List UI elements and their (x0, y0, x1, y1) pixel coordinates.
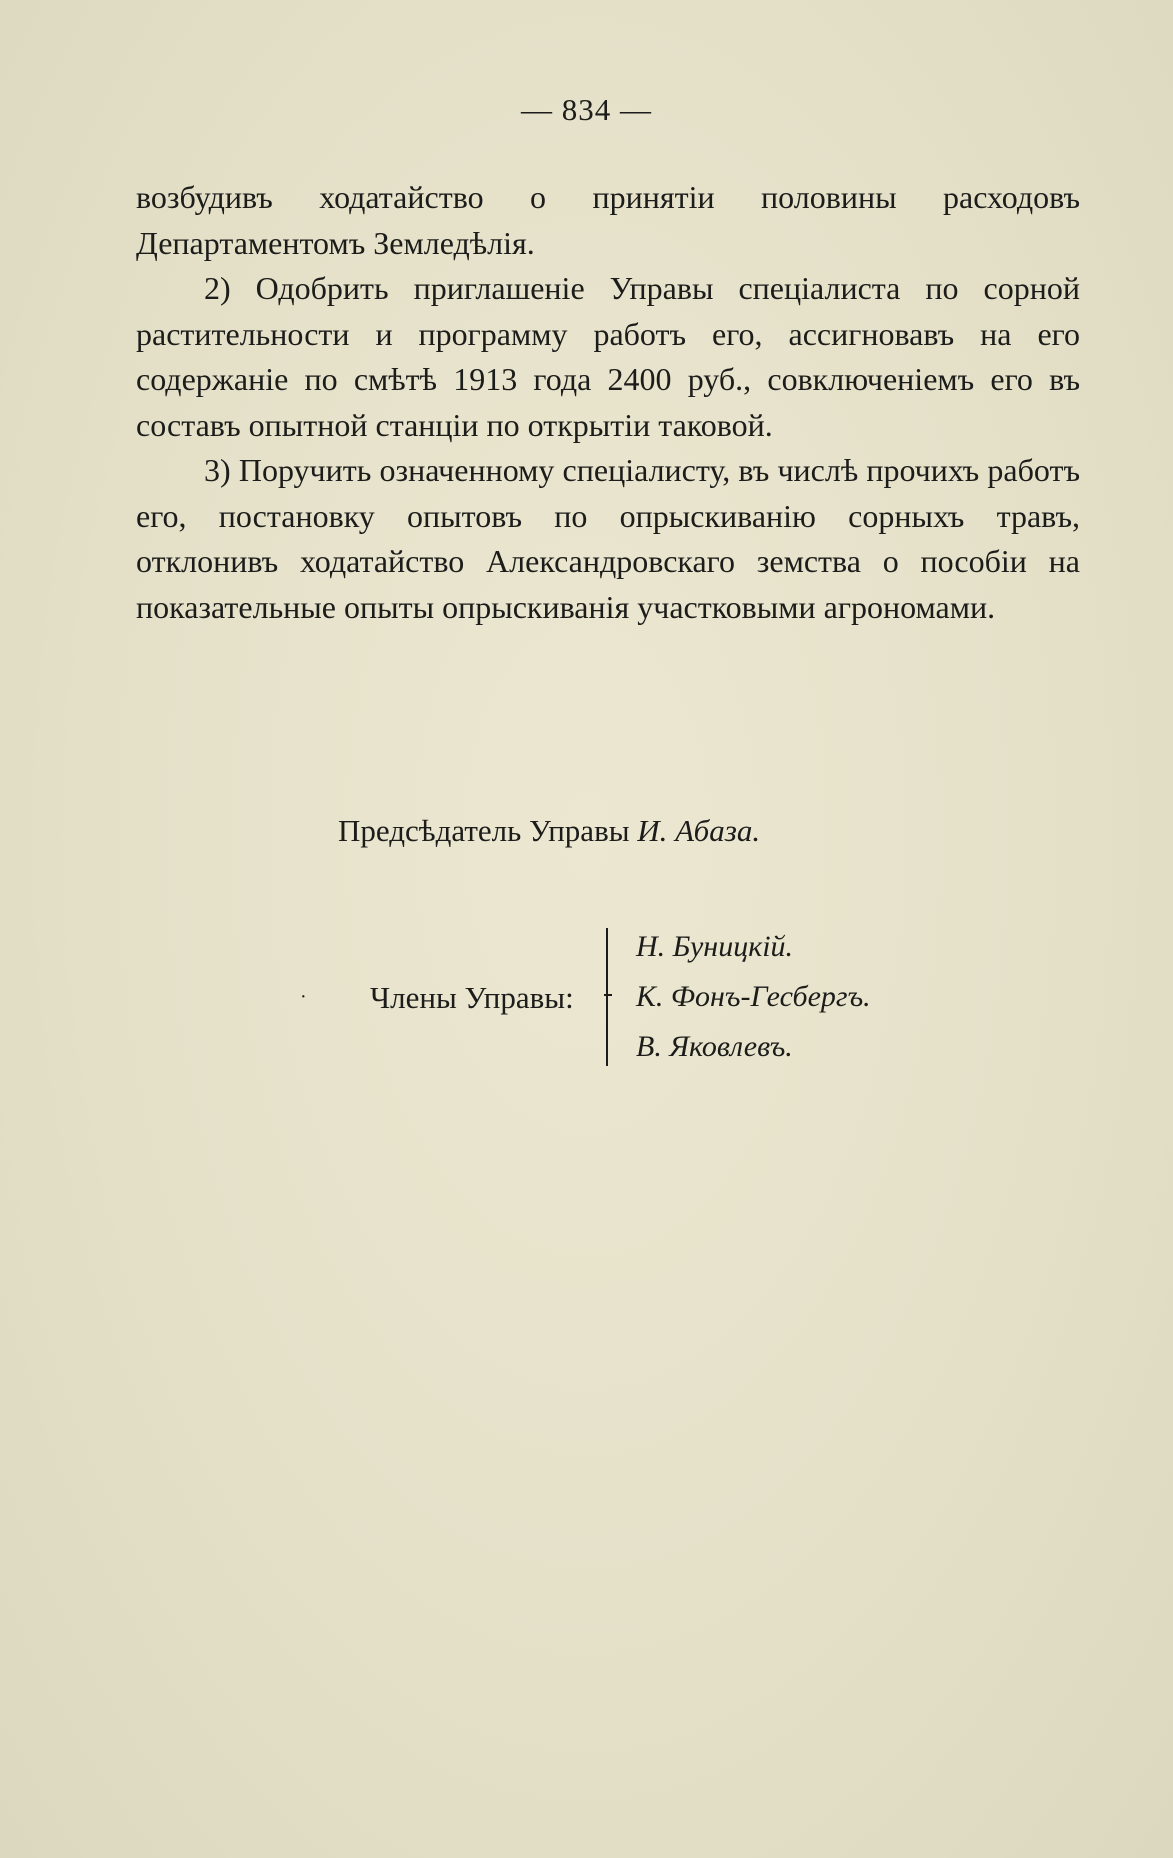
members-label (300, 980, 574, 1016)
margin-dot-mark: · (300, 986, 307, 1008)
member-name-1: Н. Буницкій. (636, 930, 794, 963)
chairman-signature-line (338, 813, 760, 849)
body-text (136, 175, 1080, 630)
members-brace (606, 928, 618, 1066)
member-name-3: В. Яковлевъ. (636, 1030, 793, 1063)
member-name-2: К. Фонъ-Гесбергъ. (636, 980, 871, 1013)
members-label-text: Члены Управы: (370, 980, 574, 1015)
paragraph-point-3: 3) Поручить означенному спеціалисту, въ числѣ прочихъ работъ его, постановку опытовъ по опрыскиванію сорныхъ травъ, отклонивъ ходатайство Александровскаго земства о пособіи на показательные опыты опрыскиванія участковыми агрономами. (136, 452, 1080, 625)
members-brace-tick (604, 994, 612, 996)
paragraph-continuation: возбудивъ ходатайство о принятіи половины расходовъ Департаментомъ Земледѣлія. (136, 179, 1080, 261)
chairman-title: Предсѣдатель Управы (338, 813, 630, 848)
paragraph-point-2: 2) Одобрить приглашеніе Управы спеціалиста по сорной растительности и программу работъ его, ассигновавъ на его содержаніе по смѣтѣ 1913 года 2400 руб., совключеніемъ его въ составъ опытной станціи по открытіи таковой. (136, 270, 1080, 443)
page-number: — 834 — (521, 92, 652, 127)
chairman-name: И. Абаза. (637, 813, 761, 848)
